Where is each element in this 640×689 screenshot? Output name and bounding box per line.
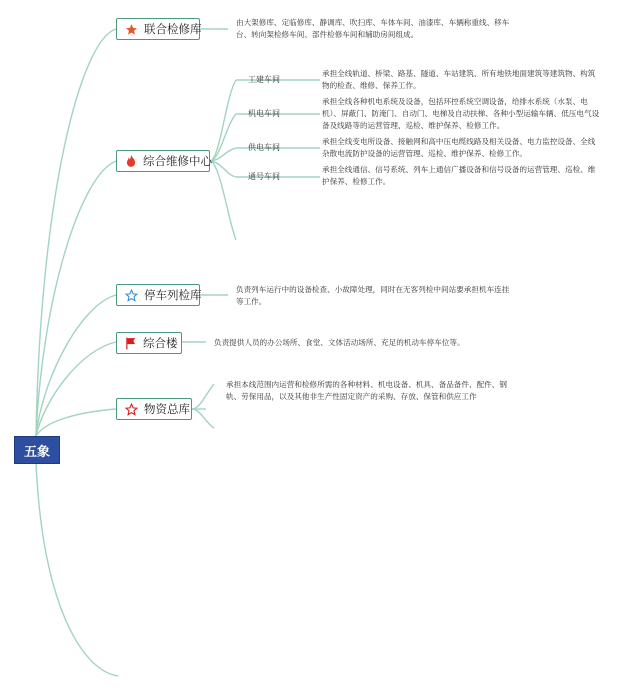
branch-joint-repair-depot[interactable]: [116, 18, 200, 40]
fire-icon: [125, 154, 137, 168]
branch-description: 负责提供人员的办公场所、食堂、文体活动场所、充足的机动车停车位等。: [214, 338, 465, 347]
branch-label: 物资总库: [144, 402, 190, 416]
sub-description: 承担全线变电所设备、接触网和高中压电缆线路及相关设备、电力监控设备、全线杂散电流防护设备的运营管理、巡检、维护保养、检修工作。: [322, 137, 596, 158]
branch-description: 负责列车运行中的设备检查、小故障处理，同时在无客列检中间站要承担机车连挂等工作。: [236, 285, 510, 306]
branch-description: 由大架修库、定临修库、静调库、吹扫库、车体车间、油漆库、车辆称重线、移车台、转向架检修车间、部件检修车间和辅助房间组成。: [236, 18, 510, 39]
root-label: 五象: [23, 444, 50, 460]
branch-label: 综合维修中心: [143, 154, 212, 168]
sub-node-electromechanical-workshop[interactable]: 机电车间: [248, 109, 280, 118]
star-outline-icon: [125, 288, 138, 302]
branch-label: 联合检修库: [144, 22, 202, 36]
branch-label: 综合楼: [143, 336, 178, 350]
branch-parking-inspection-depot[interactable]: [116, 284, 200, 306]
root-node[interactable]: [14, 436, 60, 464]
star-red-outline-icon: [125, 402, 138, 416]
branch-maintenance-center[interactable]: [116, 150, 210, 172]
sub-description: 承担全线各种机电系统及设备，包括环控系统空调设备，给排水系统（水泵、电机）、屏蔽门、防淹门、自动门、电梯及自动扶梯、各种小型运输车辆、低压电气设备及线路等的运营管理、巡检、维护保养、检修工作。: [322, 97, 600, 130]
sub-node-signal-workshop[interactable]: 通号车间: [248, 172, 280, 181]
star-filled-icon: [125, 22, 138, 36]
connector-root-b5: [36, 409, 116, 436]
branch-description: 承担本线范围内运营和检修所需的各种材料、机电设备、机具、备品备件、配件、钢轨、劳保用品，以及其他非生产性固定资产的采购、存放、保管和供应工作: [226, 380, 507, 401]
sub-description: 承担全线通信、信号系统、列车上通信广播设备和信号设备的运营管理、巡检、维护保养、检修工作。: [322, 165, 596, 186]
sub-node-power-workshop[interactable]: 供电车间: [248, 143, 280, 152]
sub-node-civil-workshop[interactable]: 工建车间: [248, 75, 280, 84]
branch-office-building[interactable]: [116, 332, 182, 354]
sub-description: 承担全线轨道、桥梁、路基、隧道、车站建筑、所有地铁地面建筑等建筑物、构筑物的检查、维修、保养工作。: [322, 69, 596, 90]
connector-root-b2: [36, 161, 116, 436]
branch-materials-depot[interactable]: [116, 398, 192, 420]
connector-root-b1: [36, 29, 116, 436]
connector-root-b4: [36, 342, 116, 436]
connector-root-empty: [36, 462, 118, 676]
branch-label: 停车列检库: [144, 288, 202, 302]
flag-icon: [125, 336, 137, 350]
